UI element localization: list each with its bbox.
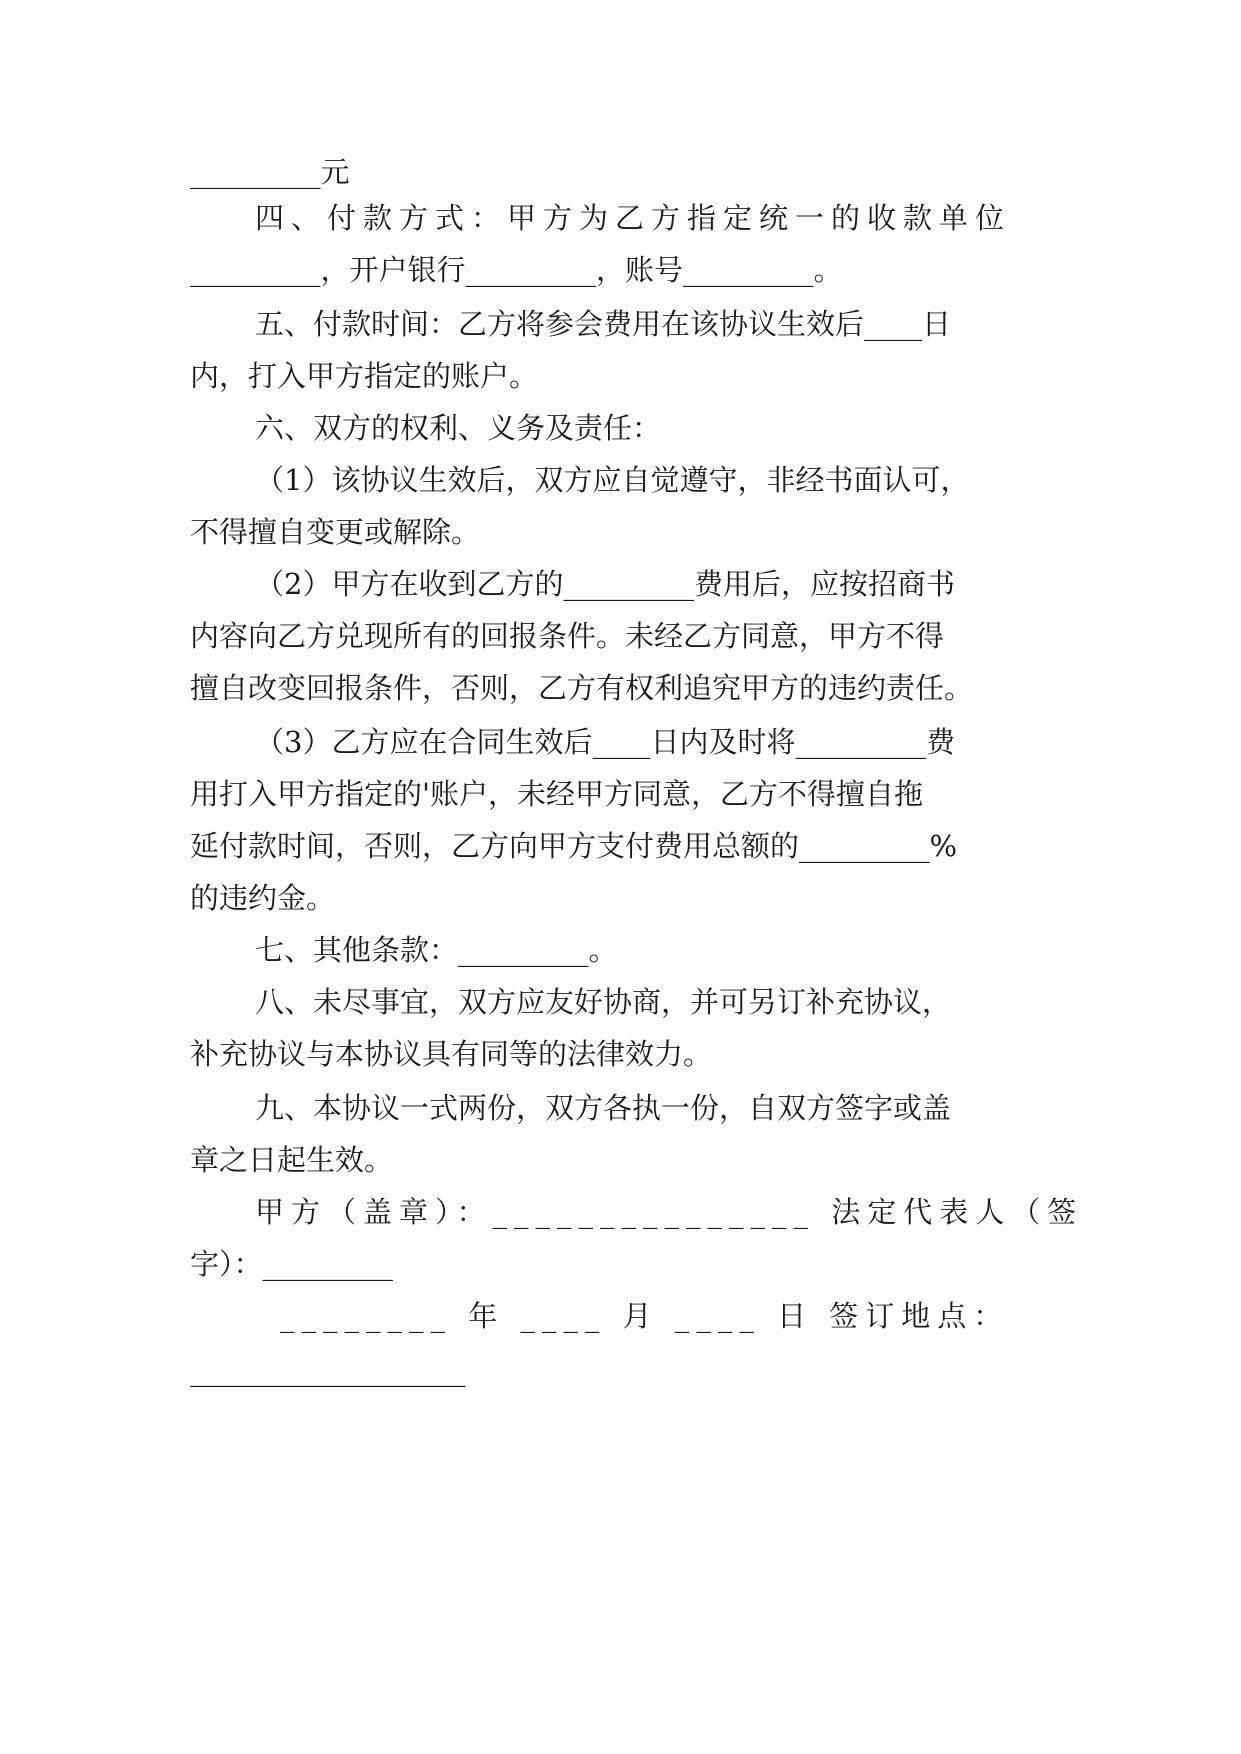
text-line-7: （1）该协议生效后，双方应自觉遵守，非经书面认可，: [255, 463, 970, 497]
text-line-10: 内容向乙方兑现所有的回报条件。未经乙方同意，甲方不得: [190, 619, 945, 653]
date-place-line: ________ 年 ____ 月 ____ 日 签订地点：: [280, 1299, 1010, 1333]
text-line-1: _________元: [190, 155, 350, 189]
text-line-2: 四、付款方式：甲方为乙方指定统一的收款单位: [255, 201, 1012, 235]
text-line-5: 内，打入甲方指定的账户。: [190, 359, 539, 393]
signature-line-representative: 字）：_________: [190, 1247, 394, 1281]
text-line-4: 五、付款时间：乙方将参会费用在该协议生效后____日: [255, 307, 952, 341]
text-line-8: 不得擅自变更或解除。: [190, 515, 481, 549]
text-line-17: 八、未尽事宜，双方应友好协商，并可另订补充协议，: [255, 985, 952, 1019]
text-line-14: 延付款时间，否则，乙方向甲方支付费用总额的_________%: [190, 829, 958, 863]
text-line-16: 七、其他条款：_________。: [255, 933, 618, 967]
text-line-12: （3）乙方应在合同生效后____日内及时将_________费: [255, 725, 955, 759]
text-line-20: 章之日起生效。: [190, 1143, 394, 1177]
text-line-19: 九、本协议一式两份，双方各执一份，自双方签字或盖: [255, 1091, 952, 1125]
text-line-3: _________，开户银行_________，账号_________。: [190, 253, 843, 287]
text-line-9: （2）甲方在收到乙方的_________费用后，应按招商书: [255, 567, 955, 601]
text-line-13: 用打入甲方指定的'账户，未经甲方同意，乙方不得擅自拖: [190, 777, 923, 811]
signature-line-party-a: 甲方（盖章）：_______________ 法定代表人（签: [255, 1195, 1084, 1229]
signing-place-blank: ___________________: [190, 1353, 466, 1387]
text-line-11: 擅自改变回报条件，否则，乙方有权利追究甲方的违约责任。: [190, 671, 974, 705]
text-line-15: 的违约金。: [190, 881, 336, 915]
text-line-18: 补充协议与本协议具有同等的法律效力。: [190, 1037, 713, 1071]
text-line-6: 六、双方的权利、义务及责任：: [255, 411, 662, 445]
